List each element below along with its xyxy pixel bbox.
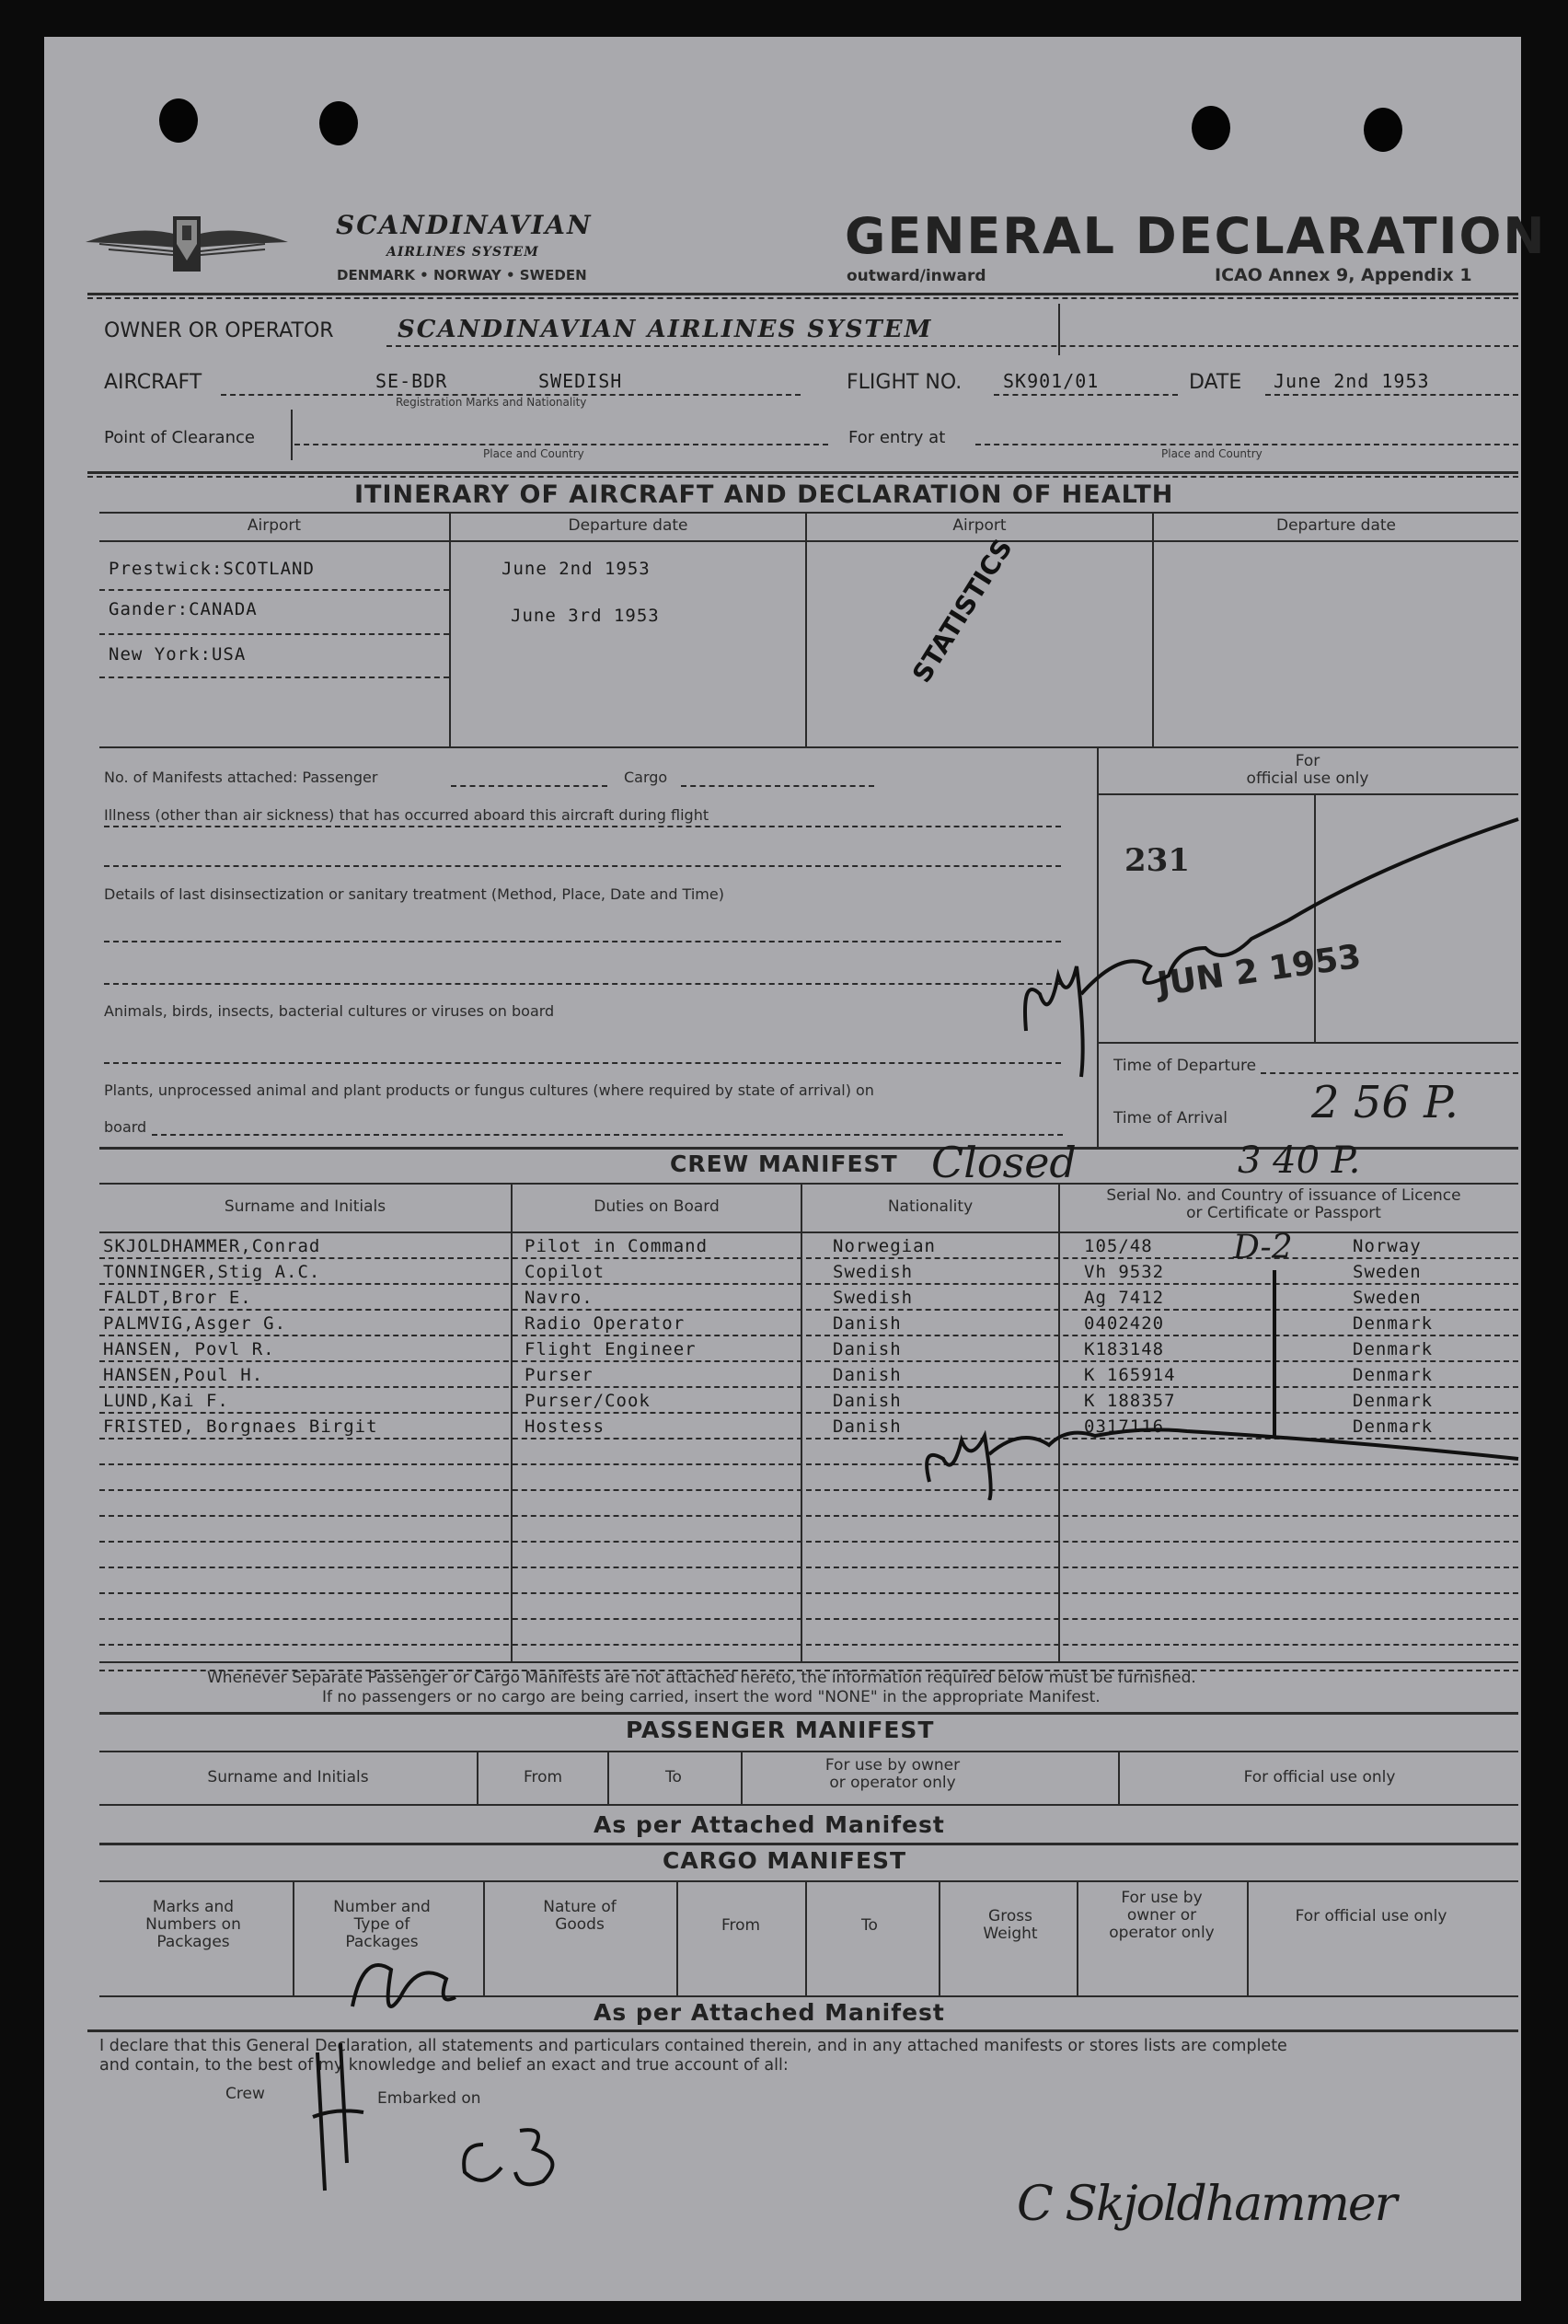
crew-row-line	[99, 1644, 1518, 1646]
crew-country: Denmark	[1353, 1391, 1434, 1411]
airline-subtitle: AIRLINES SYSTEM	[386, 245, 539, 260]
crew-row-line	[99, 1618, 1518, 1620]
crew-row-line	[99, 1592, 1518, 1594]
entry-label: For entry at	[848, 428, 946, 447]
itinerary-date-1: June 2nd 1953	[502, 559, 651, 579]
itinerary-header-airport-2: Airport	[952, 516, 1007, 535]
crew-name: SKJOLDHAMMER,Conrad	[103, 1236, 321, 1256]
crew-nationality: Danish	[833, 1416, 902, 1437]
crew-licence: Ag 7412	[1084, 1288, 1165, 1308]
crew-name: LUND,Kai F.	[103, 1391, 229, 1411]
airline-countries: DENMARK • NORWAY • SWEDEN	[337, 267, 587, 283]
crew-country: Denmark	[1353, 1365, 1434, 1385]
crew-name: TONNINGER,Stig A.C.	[103, 1262, 321, 1282]
embarked-label: Embarked on	[377, 2089, 481, 2108]
cargo-header-to: To	[861, 1916, 878, 1935]
clearance-label: Point of Clearance	[104, 428, 255, 447]
passenger-header-from: From	[523, 1768, 563, 1786]
form-title: GENERAL DECLARATION	[845, 207, 1547, 265]
cargo-note: As per Attached Manifest	[594, 1999, 945, 2026]
passenger-header-name: Surname and Initials	[207, 1768, 369, 1786]
crew-name: PALMVIG,Asger G.	[103, 1313, 287, 1334]
itinerary-airport-3: New York:USA	[109, 644, 247, 665]
crew-nationality: Danish	[833, 1391, 902, 1411]
date-value: June 2nd 1953	[1274, 370, 1430, 392]
crew-licence: K183148	[1084, 1339, 1165, 1359]
official-number: 231	[1124, 842, 1190, 879]
crew-nationality: Danish	[833, 1339, 902, 1359]
crew-title: CREW MANIFEST	[670, 1150, 898, 1177]
closed-time: 3 40 P.	[1238, 1139, 1361, 1182]
crew-licence: K 165914	[1084, 1365, 1176, 1385]
crew-annotation: D-2	[1233, 1229, 1293, 1266]
form-reference: ICAO Annex 9, Appendix 1	[1215, 265, 1472, 285]
manifests-label: No. of Manifests attached: Passenger	[104, 769, 378, 786]
crew-country: Denmark	[1353, 1313, 1434, 1334]
airline-name: SCANDINAVIAN	[336, 210, 593, 240]
crew-licence: Vh 9532	[1084, 1262, 1165, 1282]
itinerary-title: ITINERARY OF AIRCRAFT AND DECLARATION OF HEALTH	[354, 480, 1174, 509]
crew-nationality: Danish	[833, 1365, 902, 1385]
entry-caption: Place and Country	[1161, 447, 1262, 460]
crew-header-name: Surname and Initials	[224, 1197, 386, 1216]
punch-hole	[319, 101, 358, 145]
cargo-header-nature: Nature of Goods	[543, 1898, 617, 1934]
statistics-stamp: STATISTICS	[906, 533, 1019, 688]
passenger-header-owner: For use by owner or operator only	[824, 1756, 961, 1792]
crew-licence: K 188357	[1084, 1391, 1176, 1411]
notice-line-1: Whenever Separate Passenger or Cargo Manifests are not attached hereto, the information required below must be furnished.	[207, 1669, 1196, 1687]
passenger-header-to: To	[665, 1768, 682, 1786]
crew-duty: Hostess	[525, 1416, 605, 1437]
plants-label: Plants, unprocessed animal and plant products or fungus cultures (where required by state of arrival) on	[104, 1081, 874, 1099]
arrival-value: 2 56 P.	[1311, 1077, 1458, 1128]
crew-duty: Purser/Cook	[525, 1391, 651, 1411]
owner-value: SCANDINAVIAN AIRLINES SYSTEM	[398, 316, 933, 343]
handwritten-count-icon	[299, 1896, 686, 2200]
official-header-2: official use only	[1246, 769, 1369, 788]
itinerary-header-date-2: Departure date	[1276, 516, 1396, 535]
itinerary-airport-1: Prestwick:SCOTLAND	[109, 559, 315, 579]
crew-name: FALDT,Bror E.	[103, 1288, 252, 1308]
crew-country: Sweden	[1353, 1288, 1422, 1308]
punch-hole	[1364, 108, 1402, 152]
declaration-text-1: I declare that this General Declaration, all statements and particulars contained therein, and in any attached manifests or stores lists are complete	[99, 2037, 1287, 2055]
flight-value: SK901/01	[1003, 370, 1100, 392]
cargo-header-number: Number and Type of Packages	[333, 1898, 431, 1951]
crew-name: HANSEN, Povl R.	[103, 1339, 275, 1359]
crew-duty: Radio Operator	[525, 1313, 686, 1334]
crew-nationality: Swedish	[833, 1262, 914, 1282]
illness-label: Illness (other than air sickness) that has occurred aboard this aircraft during flight	[104, 806, 709, 824]
itinerary-header-airport: Airport	[247, 516, 302, 535]
crew-licence: 0317116	[1084, 1416, 1165, 1437]
closed-note: Closed	[931, 1138, 1077, 1187]
cargo-label: Cargo	[624, 769, 668, 786]
crew-nationality: Norwegian	[833, 1236, 936, 1256]
crew-duty: Purser	[525, 1365, 594, 1385]
crew-country: Norway	[1353, 1236, 1422, 1256]
notice-line-2: If no passengers or no cargo are being carried, insert the word "NONE" in the appropriate Manifest.	[322, 1688, 1101, 1706]
itinerary-header-date: Departure date	[568, 516, 688, 535]
date-label: DATE	[1189, 371, 1242, 394]
plants-label-2: board	[104, 1118, 147, 1136]
crew-licence: 105/48	[1084, 1236, 1153, 1256]
captain-signature: C Skjoldhammer	[1017, 2177, 1396, 2232]
crew-name: HANSEN,Poul H.	[103, 1365, 264, 1385]
owner-label: OWNER OR OPERATOR	[104, 319, 334, 342]
punch-hole	[1192, 106, 1230, 150]
cargo-title: CARGO MANIFEST	[663, 1847, 907, 1874]
arrival-label: Time of Arrival	[1113, 1109, 1228, 1127]
itinerary-airport-2: Gander:CANADA	[109, 599, 258, 619]
crew-header-nationality: Nationality	[887, 1197, 974, 1216]
crew-header-licence: Serial No. and Country of issuance of Licence or Certificate or Passport	[1106, 1186, 1461, 1222]
aircraft-registration: SE-BDR	[375, 370, 448, 392]
crew-row-line	[99, 1541, 1518, 1543]
crew-nationality: Danish	[833, 1313, 902, 1334]
cargo-header-weight: Gross Weight	[983, 1907, 1038, 1943]
airline-logo-icon	[81, 207, 293, 281]
official-initials-icon	[994, 810, 1523, 1086]
passenger-note: As per Attached Manifest	[594, 1811, 945, 1838]
crew-country: Denmark	[1353, 1416, 1434, 1437]
clearance-caption: Place and Country	[483, 447, 584, 460]
crew-duty: Copilot	[525, 1262, 605, 1282]
crew-initials-icon	[902, 1243, 1523, 1500]
itinerary-date-2: June 3rd 1953	[511, 606, 660, 626]
official-header: For	[1295, 752, 1320, 770]
crew-nationality: Swedish	[833, 1288, 914, 1308]
crew-label: Crew	[225, 2085, 265, 2103]
aircraft-nationality: SWEDISH	[538, 370, 623, 392]
form-direction: outward/inward	[847, 267, 986, 285]
passenger-header-official: For official use only	[1243, 1768, 1396, 1786]
crew-duty: Flight Engineer	[525, 1339, 697, 1359]
declaration-text-2: and contain, to the best of my knowledge and belief an exact and true account of all:	[99, 2056, 789, 2075]
crew-country: Sweden	[1353, 1262, 1422, 1282]
aircraft-label: AIRCRAFT	[104, 371, 202, 394]
cargo-header-from: From	[721, 1916, 761, 1935]
disinsection-label: Details of last disinsectization or sanitary treatment (Method, Place, Date and Time)	[104, 885, 724, 903]
cargo-header-marks: Marks and Numbers on Packages	[145, 1898, 241, 1951]
official-stamp-date: JUN 2 1953	[1155, 937, 1364, 1004]
crew-header-duty: Duties on Board	[594, 1197, 720, 1216]
aircraft-caption: Registration Marks and Nationality	[396, 396, 587, 409]
cargo-header-owner: For use by owner or operator only	[1109, 1889, 1215, 1942]
animals-label: Animals, birds, insects, bacterial cultures or viruses on board	[104, 1002, 555, 1020]
departure-label: Time of Departure	[1113, 1057, 1257, 1075]
punch-hole	[159, 98, 198, 143]
flight-label: FLIGHT NO.	[847, 371, 963, 394]
cargo-header-official: For official use only	[1295, 1907, 1447, 1925]
passenger-title: PASSENGER MANIFEST	[626, 1717, 935, 1743]
crew-licence: 0402420	[1084, 1313, 1165, 1334]
crew-duty: Pilot in Command	[525, 1236, 709, 1256]
crew-row-line	[99, 1515, 1518, 1517]
crew-country: Denmark	[1353, 1339, 1434, 1359]
crew-duty: Navro.	[525, 1288, 594, 1308]
crew-name: FRISTED, Borgnaes Birgit	[103, 1416, 378, 1437]
crew-row-line	[99, 1567, 1518, 1568]
